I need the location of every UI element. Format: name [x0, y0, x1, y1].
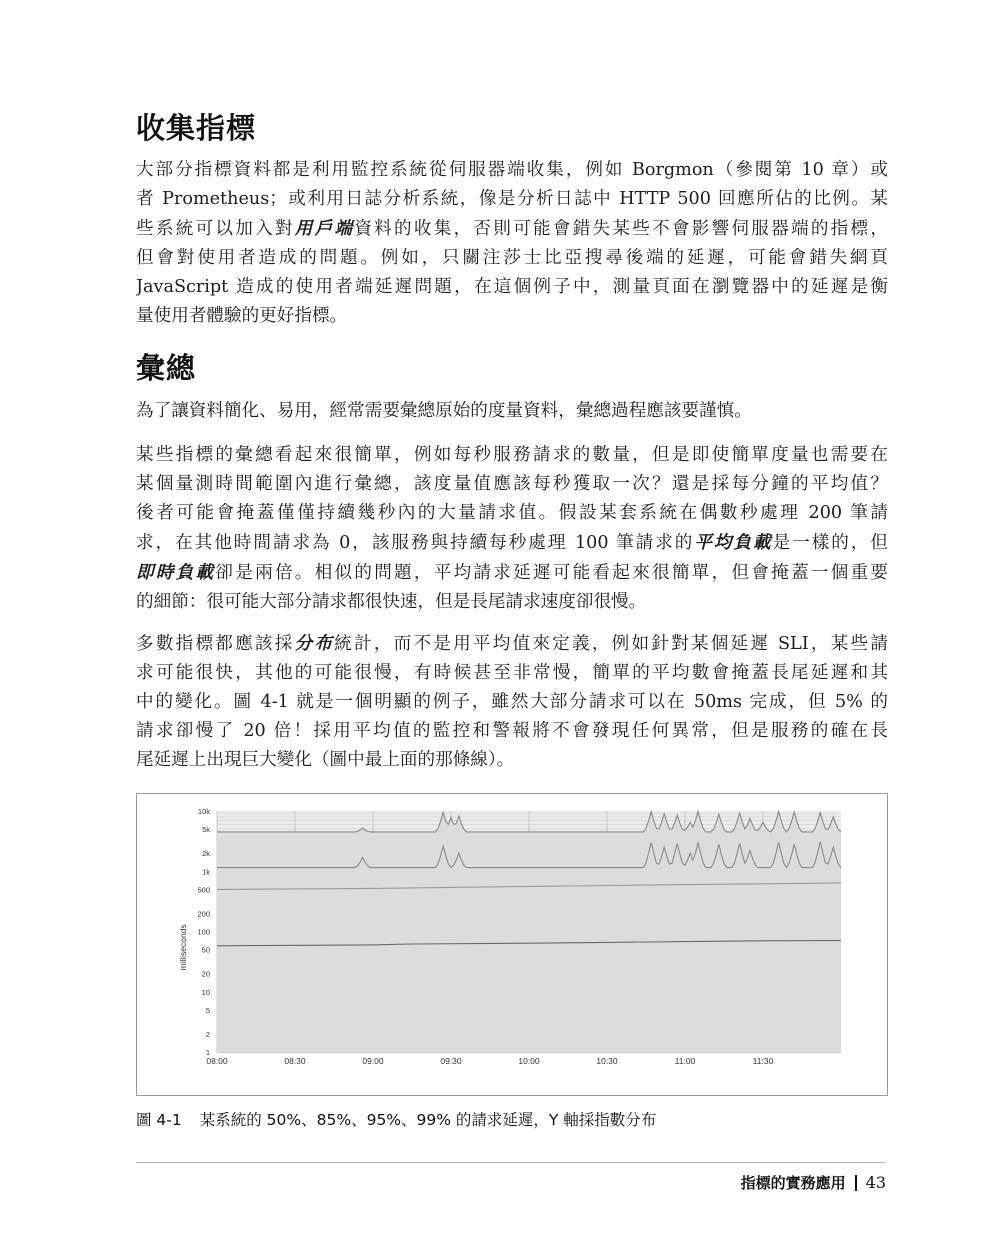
text-run: 某些指標的彙總看起來很簡單，例如每秒服務請求的數量，但是即使簡單度量也需要在 [136, 445, 888, 465]
x-tick-label: 09:30 [440, 1056, 462, 1066]
collect-metrics-line [136, 273, 888, 302]
page-number: 43 [865, 1173, 886, 1192]
text-run: 卻是兩倍。相似的問題，平均請求延遲可能看起來很簡單，但會掩蓋一個重要 [215, 563, 888, 583]
paragraph-aggregation-detail [136, 441, 888, 617]
text-run: 為了讓資料簡化、易用，經常需要彙總原始的度量資料，彙總過程應該要謹慎。 [136, 401, 752, 421]
emphasis-term: 分布 [294, 633, 335, 654]
x-tick-label: 08:30 [284, 1056, 306, 1066]
aggregation-detail-line [136, 588, 888, 617]
y-tick-label: 2k [202, 849, 210, 859]
distribution-line [136, 688, 888, 717]
y-tick-label: 100 [197, 927, 210, 937]
latency-chart [137, 794, 887, 1095]
aggregation-detail-line [136, 470, 888, 499]
y-tick-label: 500 [197, 885, 210, 895]
text-run: 資料的收集，否則可能會錯失某些不會影響伺服器端的指標， [354, 219, 888, 239]
text-run: 量使用者體驗的更好指標。 [136, 306, 348, 326]
section-heading-aggregation: 彙總 [136, 351, 197, 385]
y-tick-label: 1k [202, 867, 210, 877]
y-tick-label: 50 [201, 945, 210, 955]
footer-divider [136, 1162, 886, 1163]
y-tick-label: 10 [201, 987, 210, 997]
collect-metrics-line [136, 214, 888, 244]
chart-series [217, 811, 841, 1052]
y-tick-label: 20 [201, 969, 210, 979]
distribution-line [136, 659, 888, 688]
x-tick-label: 10:00 [518, 1056, 540, 1066]
y-tick-label: 5k [202, 825, 210, 835]
collect-metrics-line [136, 185, 888, 214]
figure-caption-text: 某系統的 50%、85%、95%、99% 的請求延遲，Y 軸採指數分布 [199, 1111, 657, 1129]
series-area [217, 811, 841, 1052]
y-axis-label: milliseconds [178, 924, 188, 971]
text-run: 請求卻慢了 20 倍！採用平均值的監控和警報將不會發現任何異常，但是服務的確在長 [136, 721, 888, 741]
y-tick-label: 200 [197, 909, 210, 919]
aggregation-detail-line [136, 528, 888, 558]
figure-caption [136, 1108, 656, 1130]
text-run: 求，在其他時間請求為 0，該服務與持續每秒處理 100 筆請求的 [136, 533, 695, 553]
x-tick-label: 09:00 [362, 1056, 384, 1066]
figure-number: 圖 4-1 [136, 1111, 182, 1129]
text-run: 的細節：很可能大部分請求都很快速，但是長尾請求速度卻很慢。 [136, 592, 647, 612]
paragraph-collect-metrics [136, 156, 888, 331]
y-tick-label: 5 [205, 1005, 210, 1015]
section-heading-collect-metrics: 收集指標 [136, 111, 257, 145]
collect-metrics-line [136, 244, 888, 273]
text-run: 些系統可以加入對 [136, 219, 295, 239]
text-run: 求可能很快，其他的可能很慢，有時候甚至非常慢，簡單的平均數會掩蓋長尾延遲和其 [136, 663, 888, 683]
text-run: 是一樣的，但 [772, 533, 888, 553]
collect-metrics-line [136, 302, 888, 331]
footer-section-title: 指標的實務應用 [740, 1174, 846, 1192]
text-run: 統計，而不是用平均值來定義，例如針對某個延遲 SLI，某些請 [334, 634, 888, 654]
emphasis-term: 平均負載 [694, 532, 773, 553]
paragraph-distribution [136, 629, 888, 775]
aggregation-detail-line [136, 558, 888, 588]
emphasis-term: 即時負載 [136, 562, 216, 583]
text-run: 多數指標都應該採 [136, 634, 295, 654]
page-footer [741, 1172, 886, 1193]
aggregation-detail-line [136, 499, 888, 528]
footer-separator [855, 1175, 857, 1191]
paragraph-aggregation-intro [136, 397, 888, 426]
aggregation-intro-line [136, 397, 888, 426]
collect-metrics-line [136, 156, 888, 185]
x-tick-label: 08:00 [206, 1056, 228, 1066]
y-tick-label: 10k [197, 807, 210, 816]
text-run: 尾延遲上出現巨大變化（圖中最上面的那條線）。 [136, 750, 515, 770]
distribution-line [136, 629, 888, 659]
text-run: 大部分指標資料都是利用監控系統從伺服器端收集，例如 Borgmon（參閱第 10 章）或 [136, 160, 888, 180]
y-tick-label: 2 [205, 1029, 210, 1039]
latency-chart-frame [136, 793, 888, 1096]
distribution-line [136, 746, 888, 775]
aggregation-detail-line [136, 441, 888, 470]
x-tick-label: 11:30 [752, 1056, 774, 1066]
text-run: JavaScript 造成的使用者端延遲問題，在這個例子中，測量頁面在瀏覽器中的延遲是衡 [136, 277, 888, 297]
text-run: 後者可能會掩蓋僅僅持續幾秒內的大量請求值。假設某套系統在偶數秒處理 200 筆請 [136, 503, 888, 523]
text-run: 但會對使用者造成的問題。例如，只關注莎士比亞搜尋後端的延遲，可能會錯失網頁 [136, 248, 888, 268]
x-tick-label: 10:30 [596, 1056, 618, 1066]
text-run: 者 Prometheus；或利用日誌分析系統，像是分析日誌中 HTTP 500 回應所佔的比例。某 [136, 189, 888, 209]
text-run: 中的變化。圖 4-1 就是一個明顯的例子，雖然大部分請求可以在 50ms 完成，但 5% 的 [136, 692, 888, 712]
emphasis-term: 用戶端 [294, 218, 355, 239]
distribution-line [136, 717, 888, 746]
y-tick-label: 1 [205, 1048, 210, 1057]
text-run: 某個量測時間範圍內進行彙總，該度量值應該每秒獲取一次？還是採每分鐘的平均值？ [136, 474, 888, 494]
x-tick-label: 11:00 [674, 1056, 696, 1066]
